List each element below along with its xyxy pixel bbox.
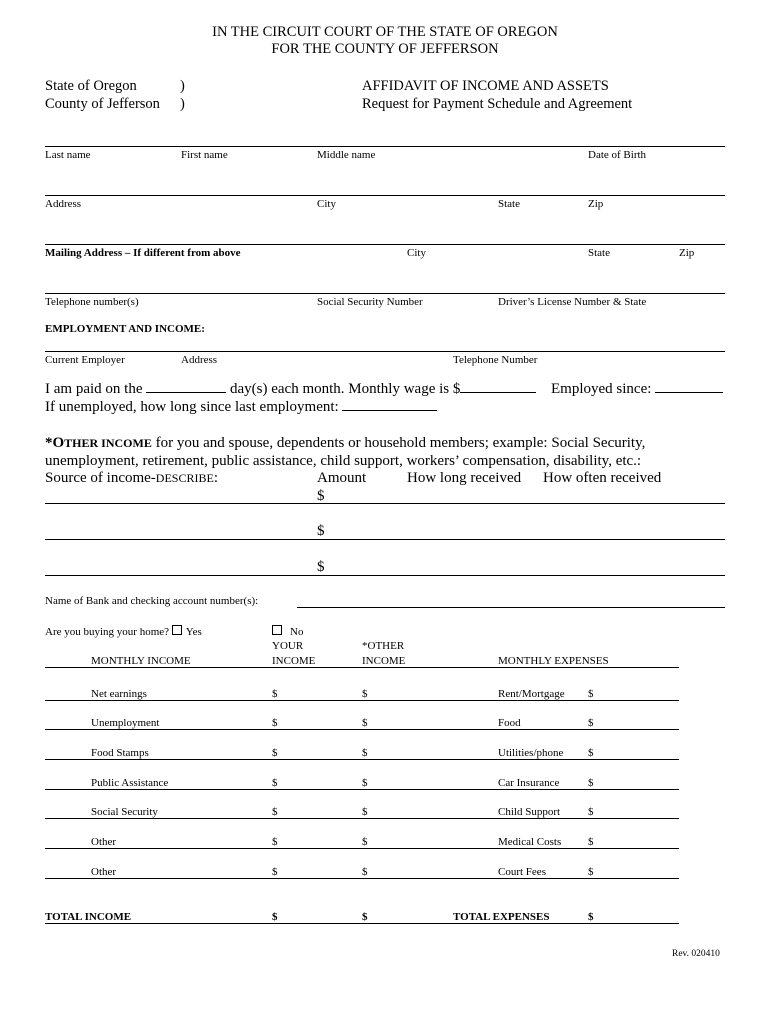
field-line[interactable] <box>45 293 725 294</box>
bank-line[interactable] <box>297 607 725 608</box>
field-line[interactable] <box>45 244 725 245</box>
income-row-label: Social Security <box>91 806 158 818</box>
city-label: City <box>317 198 336 210</box>
court-heading-line2: FOR THE COUNTY OF JEFFERSON <box>271 41 499 57</box>
dollar-sign: $ <box>272 747 278 759</box>
dollar-sign: $ <box>588 866 594 878</box>
your-income-header-1: YOUR <box>272 640 304 652</box>
how-long-label: How long received <box>407 470 522 486</box>
other-income-line[interactable] <box>45 503 725 504</box>
form-subtitle: Request for Payment Schedule and Agreement <box>362 96 633 112</box>
monthly-income-header: MONTHLY INCOME <box>91 655 191 667</box>
other-income-header-1: *OTHER <box>362 640 405 652</box>
other-income-intro-line2: unemployment, retirement, public assistance, child support, workers’ compensation, disability, etc.: <box>45 453 642 469</box>
dollar-sign: $ <box>588 836 594 848</box>
home-question <box>45 625 202 638</box>
dollar-sign: $ <box>272 777 278 789</box>
total-expenses-label: TOTAL EXPENSES <box>453 911 550 923</box>
dollar-sign: $ <box>362 747 368 759</box>
first-name-label: First name <box>181 149 228 161</box>
field-line[interactable] <box>45 195 725 196</box>
employer-address-label: Address <box>181 354 218 366</box>
field-line[interactable] <box>45 146 725 147</box>
source-label: Source of income- <box>45 470 156 486</box>
state-field-label: State <box>498 198 520 210</box>
other-income-intro <box>45 435 645 452</box>
unemployed-label: If unemployed, how long since last employment: <box>45 399 339 415</box>
expense-row-label: Medical Costs <box>498 836 562 848</box>
ssn-label: Social Security Number <box>317 296 423 308</box>
monthly-wage-blank[interactable] <box>460 392 536 393</box>
dollar-sign: $ <box>317 488 325 504</box>
paid-on-mid: day(s) each month. Monthly wage is $ <box>229 381 461 397</box>
drivers-license-label: Driver’s License Number & State <box>498 296 647 308</box>
employed-since-blank[interactable] <box>655 392 723 393</box>
income-row-label: Other <box>91 866 117 878</box>
expense-row-label: Food <box>498 717 521 729</box>
table-row-line[interactable] <box>45 759 679 760</box>
your-income-header-2: INCOME <box>272 655 316 667</box>
dollar-sign: $ <box>362 911 368 923</box>
revision-label: Rev. 020410 <box>672 949 720 959</box>
other-income-intro-rest: for you and spouse, dependents or household members; example: Social Security, <box>151 435 646 451</box>
total-income-label: TOTAL INCOME <box>45 911 132 923</box>
other-income-header-2: INCOME <box>362 655 406 667</box>
table-row-line[interactable] <box>45 729 679 730</box>
income-row-label: Net earnings <box>91 688 147 700</box>
dollar-sign: $ <box>362 806 368 818</box>
dollar-sign: $ <box>588 688 594 700</box>
last-name-label: Last name <box>45 149 91 161</box>
header-underline <box>45 667 679 668</box>
dollar-sign: $ <box>588 717 594 729</box>
caption-paren: ) <box>180 96 185 112</box>
dollar-sign: $ <box>272 806 278 818</box>
how-often-label: How often received <box>543 470 662 486</box>
source-describe: DESCRIBE <box>155 471 214 485</box>
pay-day-blank[interactable] <box>146 392 226 393</box>
dollar-sign: $ <box>362 688 368 700</box>
form-title: AFFIDAVIT OF INCOME AND ASSETS <box>362 78 609 94</box>
address-label: Address <box>45 198 82 210</box>
dollar-sign: $ <box>272 688 278 700</box>
employed-since-label: Employed since: <box>551 381 652 397</box>
mailing-city-label: City <box>407 247 426 259</box>
dollar-sign: $ <box>272 911 278 923</box>
other-income-caps: THER INCOME <box>64 436 152 450</box>
bank-label: Name of Bank and checking account number(s): <box>45 595 259 607</box>
dollar-sign: $ <box>362 866 368 878</box>
mailing-address-label: Mailing Address – If different from above <box>45 247 241 259</box>
other-income-line[interactable] <box>45 539 725 540</box>
dollar-sign: $ <box>362 717 368 729</box>
dollar-sign: $ <box>362 836 368 848</box>
amount-label: Amount <box>317 470 367 486</box>
income-row-label: Public Assistance <box>91 777 169 789</box>
table-row-line[interactable] <box>45 878 679 879</box>
dollar-sign: $ <box>317 523 325 539</box>
employer-telephone-label: Telephone Number <box>453 354 538 366</box>
source-of-income-label <box>45 470 218 487</box>
income-row-label: Other <box>91 836 117 848</box>
pay-line <box>45 381 536 398</box>
mailing-zip-label: Zip <box>679 247 695 259</box>
expense-row-label: Court Fees <box>498 866 546 878</box>
dollar-sign: $ <box>362 777 368 789</box>
current-employer-label: Current Employer <box>45 354 125 366</box>
employment-heading: EMPLOYMENT AND INCOME: <box>45 323 205 335</box>
home-question-label: Are you buying your home? <box>45 626 170 638</box>
expense-row-label: Child Support <box>498 806 561 818</box>
telephone-label: Telephone number(s) <box>45 296 139 308</box>
zip-label: Zip <box>588 198 604 210</box>
income-row-label: Food Stamps <box>91 747 149 759</box>
dollar-sign: $ <box>272 717 278 729</box>
expense-row-label: Utilities/phone <box>498 747 564 759</box>
dollar-sign: $ <box>272 866 278 878</box>
field-line[interactable] <box>45 351 725 352</box>
source-colon: : <box>213 470 218 486</box>
county-label: County of Jefferson <box>45 96 160 112</box>
expense-row-label: Rent/Mortgage <box>498 688 565 700</box>
income-row-label: Unemployment <box>91 717 160 729</box>
yes-label: Yes <box>185 626 202 638</box>
dollar-sign: $ <box>317 559 325 575</box>
middle-name-label: Middle name <box>317 149 376 161</box>
caption-paren: ) <box>180 78 185 94</box>
paid-on-prefix: I am paid on the <box>45 381 143 397</box>
other-income-line[interactable] <box>45 575 725 576</box>
unemployed-line <box>45 399 437 416</box>
mailing-state-label: State <box>588 247 610 259</box>
employed-since-line <box>551 381 723 398</box>
monthly-expenses-header: MONTHLY EXPENSES <box>498 655 609 667</box>
table-row-line[interactable] <box>45 700 679 701</box>
dollar-sign: $ <box>588 777 594 789</box>
other-income-lead: *O <box>45 435 65 451</box>
dollar-sign: $ <box>272 836 278 848</box>
total-line[interactable] <box>45 923 679 924</box>
yes-checkbox[interactable] <box>172 625 182 635</box>
expense-row-label: Car Insurance <box>498 777 560 789</box>
no-checkbox[interactable] <box>272 625 282 635</box>
table-row-line[interactable] <box>45 818 679 819</box>
state-label: State of Oregon <box>45 78 137 94</box>
unemployed-blank[interactable] <box>342 410 437 411</box>
court-heading-line1: IN THE CIRCUIT COURT OF THE STATE OF OREGON <box>212 24 558 40</box>
dollar-sign: $ <box>588 806 594 818</box>
no-label: No <box>290 626 304 638</box>
dollar-sign: $ <box>588 911 594 923</box>
dob-label: Date of Birth <box>588 149 647 161</box>
table-row-line[interactable] <box>45 789 679 790</box>
table-row-line[interactable] <box>45 848 679 849</box>
no-option <box>272 625 303 638</box>
dollar-sign: $ <box>588 747 594 759</box>
